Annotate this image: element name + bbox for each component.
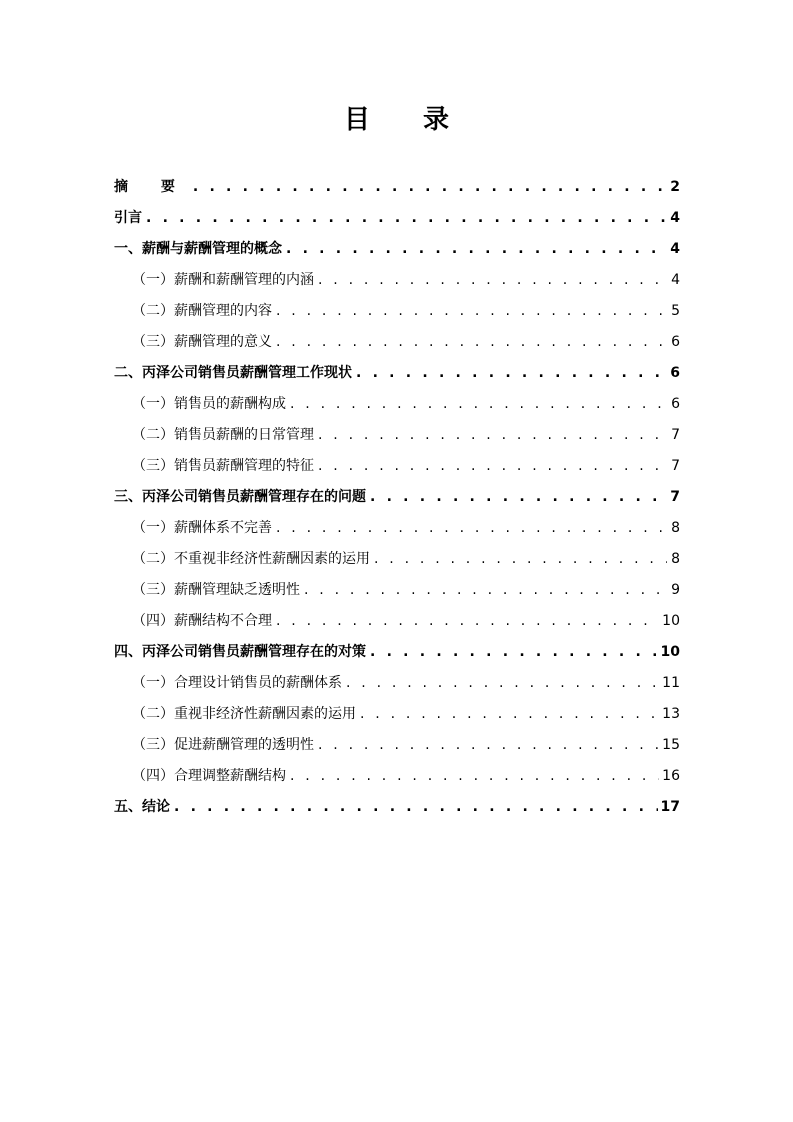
table-of-contents <box>114 172 680 823</box>
toc-entry[interactable] <box>114 699 680 730</box>
toc-entry-label: 四、丙泽公司销售员薪酬管理存在的对策 <box>114 644 366 660</box>
toc-entry[interactable] <box>114 172 680 203</box>
toc-entry[interactable] <box>114 265 680 296</box>
toc-entry[interactable] <box>114 203 680 234</box>
toc-page-number: 10 <box>660 644 680 660</box>
toc-entry-label: 五、结论 <box>114 799 170 815</box>
toc-dot-leader <box>318 730 659 761</box>
toc-entry-label: （四）合理调整薪酬结构 <box>132 768 286 784</box>
toc-dot-leader <box>346 668 659 699</box>
toc-entry-label: （二）薪酬管理的内容 <box>132 303 272 319</box>
toc-dot-leader <box>356 358 667 389</box>
toc-page-number: 4 <box>670 241 680 257</box>
toc-entry[interactable] <box>114 544 680 575</box>
toc-dot-leader <box>193 172 667 203</box>
toc-entry-label: （三）促进薪酬管理的透明性 <box>132 737 314 753</box>
toc-page-number: 8 <box>671 520 680 536</box>
toc-entry[interactable] <box>114 637 680 668</box>
toc-entry-label: （三）销售员薪酬管理的特征 <box>132 458 314 474</box>
toc-page-number: 9 <box>671 582 680 598</box>
toc-page-number: 6 <box>671 396 680 412</box>
toc-dot-leader <box>370 637 658 668</box>
toc-entry[interactable] <box>114 482 680 513</box>
toc-entry-label: （二）重视非经济性薪酬因素的运用 <box>132 706 356 722</box>
toc-entry[interactable] <box>114 513 680 544</box>
toc-dot-leader <box>286 234 667 265</box>
toc-entry[interactable] <box>114 606 680 637</box>
toc-dot-leader <box>174 792 658 823</box>
toc-page-number: 15 <box>662 737 680 753</box>
toc-entry[interactable] <box>114 420 680 451</box>
toc-dot-leader <box>276 513 667 544</box>
toc-dot-leader <box>276 327 667 358</box>
toc-entry[interactable] <box>114 730 680 761</box>
toc-dot-leader <box>318 451 667 482</box>
toc-dot-leader <box>276 296 667 327</box>
toc-dot-leader <box>146 203 667 234</box>
toc-page-number: 10 <box>662 613 680 629</box>
toc-page-number: 6 <box>670 365 680 381</box>
toc-entry[interactable] <box>114 327 680 358</box>
toc-dot-leader <box>370 482 667 513</box>
toc-entry[interactable] <box>114 761 680 792</box>
toc-entry-label: 三、丙泽公司销售员薪酬管理存在的问题 <box>114 489 366 505</box>
toc-page-number: 13 <box>662 706 680 722</box>
toc-entry-label: （一）销售员的薪酬构成 <box>132 396 286 412</box>
toc-entry-label: 一、薪酬与薪酬管理的概念 <box>114 241 282 257</box>
toc-entry-label: 摘 要 <box>114 179 189 195</box>
toc-dot-leader <box>318 265 667 296</box>
toc-entry[interactable] <box>114 389 680 420</box>
toc-entry-label: （三）薪酬管理的意义 <box>132 334 272 350</box>
toc-entry-label: （二）不重视非经济性薪酬因素的运用 <box>132 551 370 567</box>
toc-dot-leader <box>290 389 667 420</box>
toc-entry-label: （四）薪酬结构不合理 <box>132 613 272 629</box>
toc-entry[interactable] <box>114 358 680 389</box>
toc-page-number: 17 <box>660 799 680 815</box>
toc-page-number: 4 <box>671 272 680 288</box>
toc-entry[interactable] <box>114 668 680 699</box>
toc-entry[interactable] <box>114 451 680 482</box>
toc-page-number: 6 <box>671 334 680 350</box>
toc-entry[interactable] <box>114 575 680 606</box>
toc-title: 目 录 <box>343 105 472 135</box>
toc-dot-leader <box>276 606 659 637</box>
toc-page-number: 2 <box>670 179 680 195</box>
toc-entry[interactable] <box>114 234 680 265</box>
toc-page-number: 7 <box>671 427 680 443</box>
toc-entry[interactable] <box>114 792 680 823</box>
toc-entry-label: （一）薪酬和薪酬管理的内涵 <box>132 272 314 288</box>
toc-page-number: 4 <box>670 210 680 226</box>
toc-page-number: 7 <box>670 489 680 505</box>
toc-page-number: 8 <box>671 551 680 567</box>
toc-entry-label: 二、丙泽公司销售员薪酬管理工作现状 <box>114 365 352 381</box>
toc-page-number: 16 <box>662 768 680 784</box>
toc-page-number: 11 <box>662 675 680 691</box>
toc-entry-label: （一）合理设计销售员的薪酬体系 <box>132 675 342 691</box>
toc-dot-leader <box>374 544 667 575</box>
toc-page-number: 5 <box>671 303 680 319</box>
toc-entry-label: （二）销售员薪酬的日常管理 <box>132 427 314 443</box>
toc-page-number: 7 <box>671 458 680 474</box>
toc-entry-label: （一）薪酬体系不完善 <box>132 520 272 536</box>
toc-entry-label: （三）薪酬管理缺乏透明性 <box>132 582 300 598</box>
toc-dot-leader <box>290 761 659 792</box>
toc-dot-leader <box>318 420 667 451</box>
toc-entry-label: 引言 <box>114 210 142 226</box>
toc-entry[interactable] <box>114 296 680 327</box>
toc-dot-leader <box>360 699 659 730</box>
toc-dot-leader <box>304 575 667 606</box>
